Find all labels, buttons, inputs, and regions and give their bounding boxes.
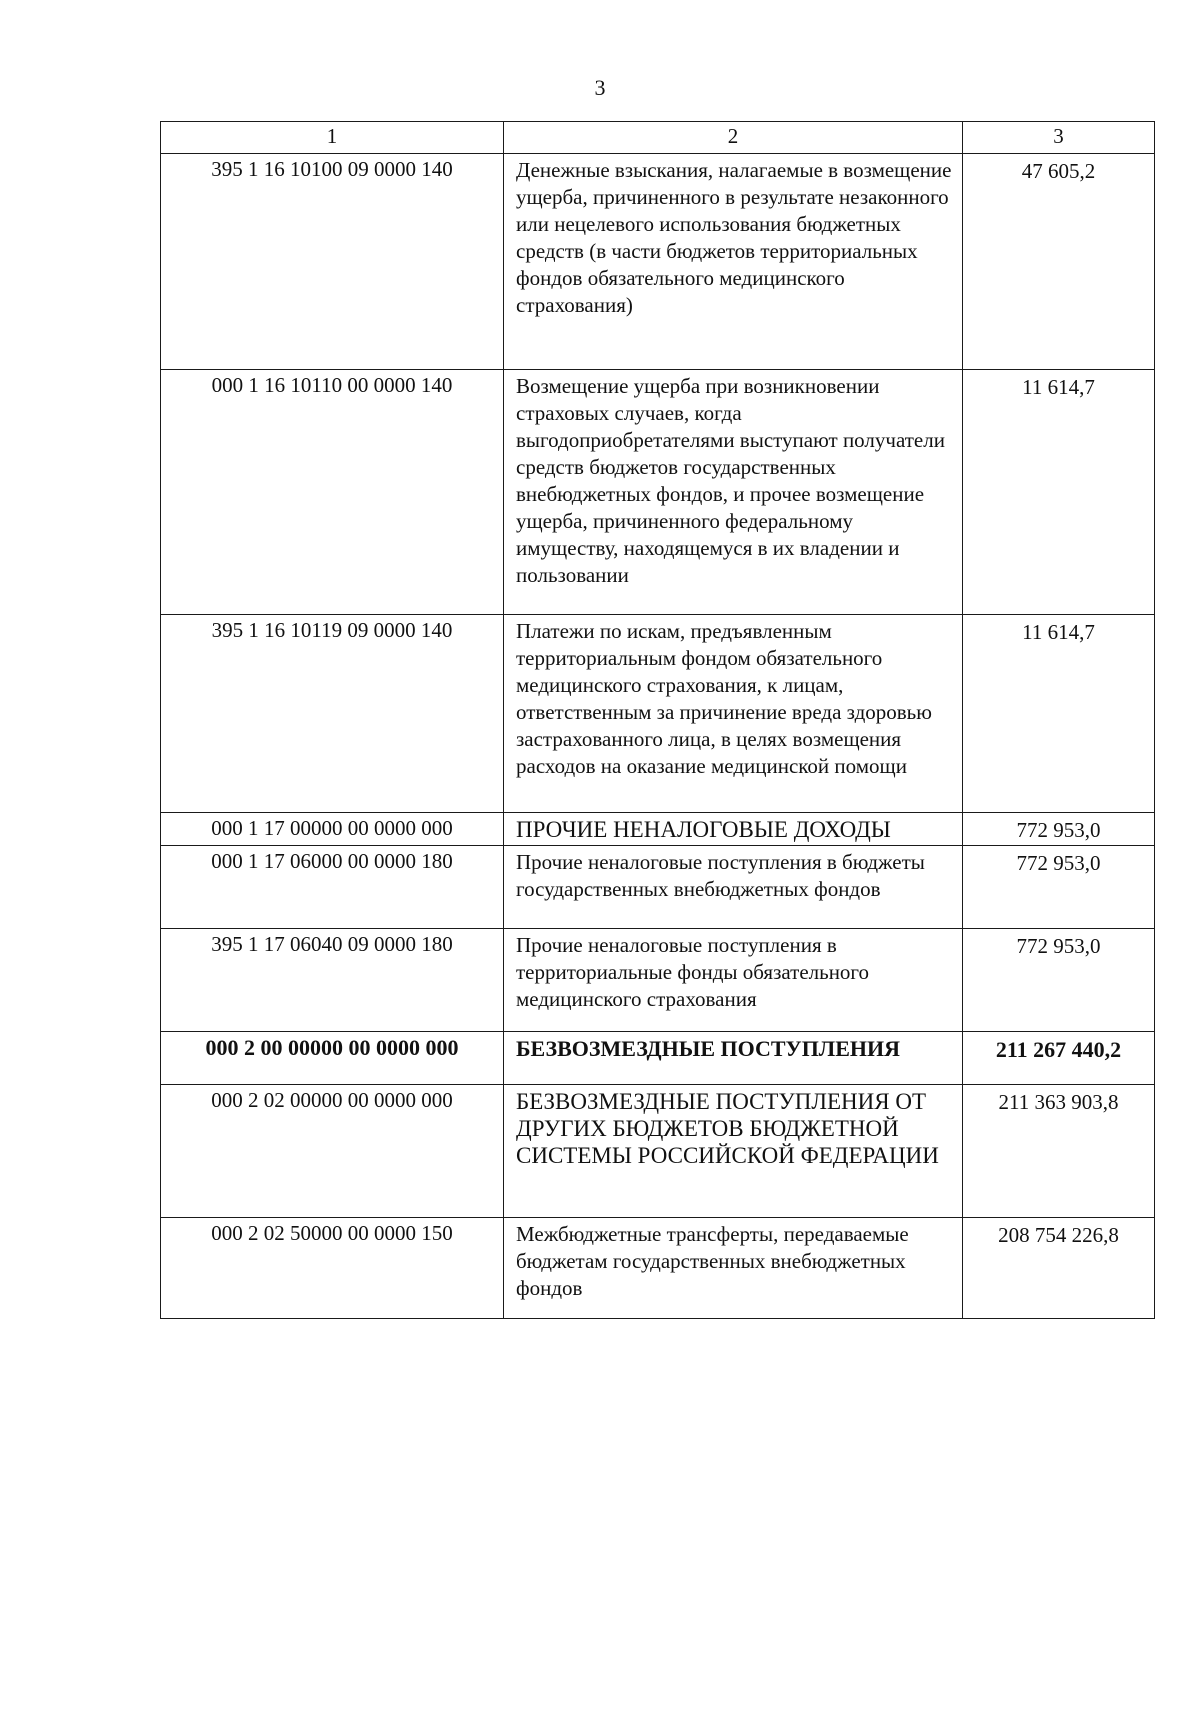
row-code: 000 1 17 06000 00 0000 180 xyxy=(161,846,504,929)
table-row xyxy=(161,370,1155,615)
row-code: 000 1 16 10110 00 0000 140 xyxy=(161,370,504,615)
column-header-code: 1 xyxy=(161,122,504,154)
row-code: 000 2 00 00000 00 0000 000 xyxy=(161,1032,504,1085)
row-name: Прочие неналоговые поступления в бюджеты государственных внебюджетных фондов xyxy=(504,846,963,929)
row-name: Межбюджетные трансферты, передаваемые бюджетам государственных внебюджетных фондов xyxy=(504,1218,963,1319)
table-row xyxy=(161,615,1155,813)
row-amount: 11 614,7 xyxy=(963,370,1155,615)
column-header-name: 2 xyxy=(504,122,963,154)
row-name: БЕЗВОЗМЕЗДНЫЕ ПОСТУПЛЕНИЯ xyxy=(504,1032,963,1085)
row-amount: 208 754 226,8 xyxy=(963,1218,1155,1319)
budget-revenue-table xyxy=(160,121,1155,1319)
row-code: 000 2 02 50000 00 0000 150 xyxy=(161,1218,504,1319)
row-code: 395 1 16 10100 09 0000 140 xyxy=(161,154,504,370)
table-header-row xyxy=(161,122,1155,154)
row-amount: 11 614,7 xyxy=(963,615,1155,813)
page-number: 3 xyxy=(594,75,606,100)
table-row xyxy=(161,846,1155,929)
row-amount: 772 953,0 xyxy=(963,929,1155,1032)
table-row xyxy=(161,1218,1155,1319)
row-amount: 211 363 903,8 xyxy=(963,1085,1155,1218)
column-header-amount: 3 xyxy=(963,122,1155,154)
row-amount: 47 605,2 xyxy=(963,154,1155,370)
row-name: Возмещение ущерба при возникновении страховых случаев, когда выгодоприобретателями выступают получатели средств бюджетов государственных внебюджетных фондов, и прочее возмещение ущерба, причиненного федеральному имуществу, находящемуся в их владении и пользовании xyxy=(504,370,963,615)
row-code: 000 2 02 00000 00 0000 000 xyxy=(161,1085,504,1218)
row-code: 000 1 17 00000 00 0000 000 xyxy=(161,813,504,846)
row-amount: 211 267 440,2 xyxy=(963,1032,1155,1085)
row-code: 395 1 17 06040 09 0000 180 xyxy=(161,929,504,1032)
table-row xyxy=(161,154,1155,370)
row-amount: 772 953,0 xyxy=(963,813,1155,846)
table-row xyxy=(161,1085,1155,1218)
row-name: БЕЗВОЗМЕЗДНЫЕ ПОСТУПЛЕНИЯ ОТ ДРУГИХ БЮДЖЕТОВ БЮДЖЕТНОЙ СИСТЕМЫ РОССИЙСКОЙ ФЕДЕРАЦИИ xyxy=(504,1085,963,1218)
row-name: Прочие неналоговые поступления в территориальные фонды обязательного медицинского страхования xyxy=(504,929,963,1032)
table-row xyxy=(161,929,1155,1032)
table-row xyxy=(161,813,1155,846)
row-name: ПРОЧИЕ НЕНАЛОГОВЫЕ ДОХОДЫ xyxy=(504,813,963,846)
row-code: 395 1 16 10119 09 0000 140 xyxy=(161,615,504,813)
table-row xyxy=(161,1032,1155,1085)
row-name: Платежи по искам, предъявленным территориальным фондом обязательного медицинского страхования, к лицам, ответственным за причинение вреда здоровью застрахованного лица, в целях возмещения расходов на оказание медицинской помощи xyxy=(504,615,963,813)
row-amount: 772 953,0 xyxy=(963,846,1155,929)
row-name: Денежные взыскания, налагаемые в возмещение ущерба, причиненного в результате незаконного или нецелевого использования бюджетных средств (в части бюджетов территориальных фондов обязательного медицинского страхования) xyxy=(504,154,963,370)
